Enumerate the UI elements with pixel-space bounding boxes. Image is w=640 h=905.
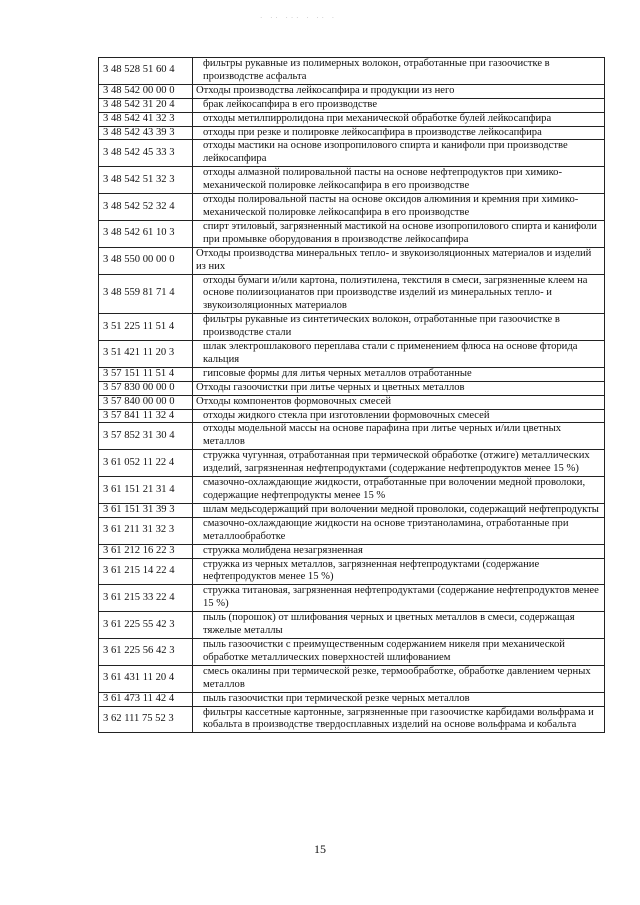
waste-code: 3 61 052 11 22 4 <box>99 450 193 477</box>
waste-code: 3 48 542 41 32 3 <box>99 112 193 126</box>
waste-code: 3 57 852 31 30 4 <box>99 423 193 450</box>
waste-description: отходы алмазной полировальной пасты на основе нефтепродуктов при химико-механической полировке лейкосапфира в его производстве <box>193 167 605 194</box>
group-row <box>99 395 605 409</box>
table-row <box>99 314 605 341</box>
table-row <box>99 341 605 368</box>
waste-code: 3 61 215 33 22 4 <box>99 585 193 612</box>
waste-code: 3 48 542 51 32 3 <box>99 167 193 194</box>
waste-description: отходы модельной массы на основе парафина при литье черных и/или цветных металлов <box>193 423 605 450</box>
waste-description: Отходы компонентов формовочных смесей <box>193 395 605 409</box>
waste-description: спирт этиловый, загрязненный мастикой на основе изопропилового спирта и канифоли при промывке оборудования в производстве лейкосапфира <box>193 220 605 247</box>
group-row <box>99 247 605 274</box>
waste-classification-table <box>98 57 605 733</box>
table-row <box>99 98 605 112</box>
table-row <box>99 367 605 381</box>
waste-code: 3 61 212 16 22 3 <box>99 544 193 558</box>
table-row <box>99 585 605 612</box>
waste-code: 3 61 225 55 42 3 <box>99 612 193 639</box>
waste-description: стружка молибдена незагрязненная <box>193 544 605 558</box>
waste-description: отходы при резке и полировке лейкосапфира в производстве лейкосапфира <box>193 126 605 140</box>
waste-code: 3 61 473 11 42 4 <box>99 692 193 706</box>
table-row <box>99 503 605 517</box>
waste-description: стружка чугунная, отработанная при термической обработке (отжиге) металлических изделий, загрязненная нефтепродуктами (содержание нефтепродуктов менее 15 %) <box>193 450 605 477</box>
group-row <box>99 84 605 98</box>
table-row <box>99 140 605 167</box>
waste-code: 3 57 830 00 00 0 <box>99 381 193 395</box>
waste-description: фильтры кассетные картонные, загрязненные при газоочистке карбидами вольфрама и кобальта в производстве твердосплавных изделий на основе вольфрама и кобальта <box>193 706 605 733</box>
waste-description: шлак электрошлакового переплава стали с применением флюса на основе фторида кальция <box>193 341 605 368</box>
table-row <box>99 477 605 504</box>
waste-code: 3 48 528 51 60 4 <box>99 58 193 85</box>
table-row <box>99 58 605 85</box>
table-row <box>99 409 605 423</box>
waste-code: 3 57 151 11 51 4 <box>99 367 193 381</box>
table-row <box>99 450 605 477</box>
waste-description: смазочно-охлаждающие жидкости на основе триэтаноламина, отработанные при металлообработке <box>193 517 605 544</box>
waste-code: 3 48 542 45 33 3 <box>99 140 193 167</box>
table-row <box>99 220 605 247</box>
waste-code: 3 48 550 00 00 0 <box>99 247 193 274</box>
waste-description: Отходы газоочистки при литье черных и цветных металлов <box>193 381 605 395</box>
waste-description: отходы мастики на основе изопропилового спирта и канифоли при производстве лейкосапфира <box>193 140 605 167</box>
table-row <box>99 706 605 733</box>
waste-code: 3 62 111 75 52 3 <box>99 706 193 733</box>
table-row <box>99 112 605 126</box>
waste-description: пыль газоочистки с преимущественным содержанием никеля при механической обработке металлических поверхностей шлифованием <box>193 638 605 665</box>
waste-description: стружка титановая, загрязненная нефтепродуктами (содержание нефтепродуктов менее 15 %) <box>193 585 605 612</box>
waste-description: пыль газоочистки при термической резке черных металлов <box>193 692 605 706</box>
table-row <box>99 612 605 639</box>
waste-code: 3 51 421 11 20 3 <box>99 341 193 368</box>
table-row <box>99 126 605 140</box>
waste-description: отходы полировальной пасты на основе оксидов алюминия и кремния при химико-механической полировке лейкосапфира в его производстве <box>193 194 605 221</box>
waste-description: отходы жидкого стекла при изготовлении формовочных смесей <box>193 409 605 423</box>
waste-code: 3 57 841 11 32 4 <box>99 409 193 423</box>
table-row <box>99 692 605 706</box>
table-row <box>99 423 605 450</box>
waste-code: 3 61 151 31 39 3 <box>99 503 193 517</box>
waste-description: фильтры рукавные из синтетических волокон, отработанные при газоочистке в производстве стали <box>193 314 605 341</box>
table-row <box>99 274 605 314</box>
waste-code: 3 48 542 00 00 0 <box>99 84 193 98</box>
waste-description: гипсовые формы для литья черных металлов отработанные <box>193 367 605 381</box>
table-row <box>99 167 605 194</box>
waste-description: фильтры рукавные из полимерных волокон, отработанные при газоочистке в производстве асфальта <box>193 58 605 85</box>
waste-description: пыль (порошок) от шлифования черных и цветных металлов в смеси, содержащая тяжелые металлы <box>193 612 605 639</box>
waste-description: отходы бумаги и/или картона, полиэтилена, текстиля в смеси, загрязненные клеем на основе полиизоцианатов при производстве изделий из минеральных тепло- и звукоизоляционных материалов <box>193 274 605 314</box>
waste-description: Отходы производства минеральных тепло- и звукоизоляционных материалов и изделий из них <box>193 247 605 274</box>
waste-code: 3 48 542 43 39 3 <box>99 126 193 140</box>
table-row <box>99 665 605 692</box>
waste-code: 3 48 542 52 32 4 <box>99 194 193 221</box>
waste-code: 3 61 211 31 32 3 <box>99 517 193 544</box>
waste-code: 3 48 542 31 20 4 <box>99 98 193 112</box>
table-row <box>99 517 605 544</box>
waste-code: 3 61 225 56 42 3 <box>99 638 193 665</box>
waste-description: смесь окалины при термической резке, термообработке, обработке давлением черных металлов <box>193 665 605 692</box>
waste-description: шлам медьсодержащий при волочении медной проволоки, содержащий нефтепродукты <box>193 503 605 517</box>
waste-description: смазочно-охлаждающие жидкости, отработанные при волочении медной проволоки, содержащие нефтепродукты менее 15 % <box>193 477 605 504</box>
waste-code: 3 61 151 21 31 4 <box>99 477 193 504</box>
waste-description: Отходы производства лейкосапфира и продукции из него <box>193 84 605 98</box>
waste-code: 3 61 431 11 20 4 <box>99 665 193 692</box>
table-row <box>99 558 605 585</box>
waste-code: 3 48 559 81 71 4 <box>99 274 193 314</box>
table-row <box>99 638 605 665</box>
waste-code: 3 48 542 61 10 3 <box>99 220 193 247</box>
group-row <box>99 381 605 395</box>
waste-code: 3 51 225 11 51 4 <box>99 314 193 341</box>
table-row <box>99 194 605 221</box>
waste-description: брак лейкосапфира в его производстве <box>193 98 605 112</box>
waste-code: 3 57 840 00 00 0 <box>99 395 193 409</box>
waste-code: 3 61 215 14 22 4 <box>99 558 193 585</box>
waste-description: стружка из черных металлов, загрязненная нефтепродуктами (содержание нефтепродуктов менее 15 %) <box>193 558 605 585</box>
page-number: 15 <box>314 842 326 856</box>
scan-artifact: · ·· ··· · ·· · <box>260 14 338 20</box>
waste-description: отходы метилпирролидона при механической обработке булей лейкосапфира <box>193 112 605 126</box>
table-row <box>99 544 605 558</box>
